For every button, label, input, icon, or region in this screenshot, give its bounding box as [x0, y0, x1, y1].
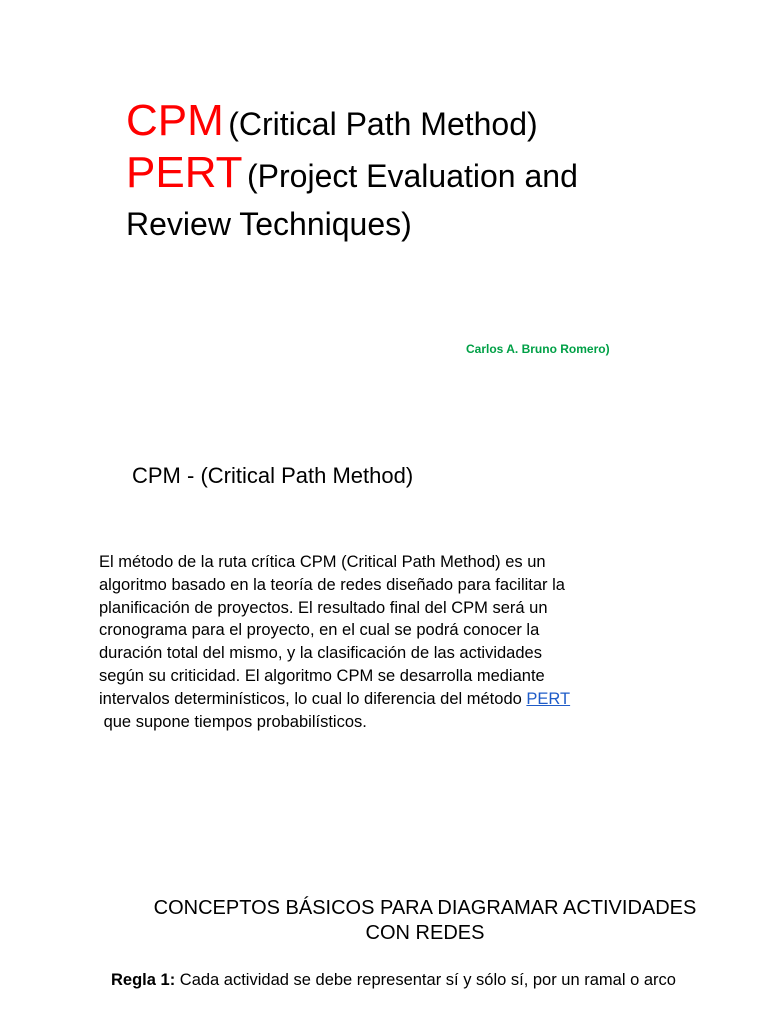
rule-1 — [111, 969, 751, 992]
title-acronym-cpm: CPM — [126, 96, 224, 145]
title-line-pert — [126, 148, 726, 204]
rule-1-label: Regla 1: — [111, 971, 176, 989]
paragraph-line-text: intervalos determinísticos, lo cual lo diferencia del método — [99, 689, 527, 708]
section-heading: CPM - (Critical Path Method) — [132, 463, 414, 488]
paragraph-line-with-link — [99, 688, 659, 711]
rule-1-text: Cada actividad se debe representar sí y sólo sí, por un ramal o arco — [175, 971, 676, 989]
title-line-continuation: Review Techniques) — [126, 206, 412, 242]
paragraph-line: según su criticidad. El algoritmo CPM se desarrolla mediante — [99, 666, 545, 685]
pert-link[interactable]: PERT — [526, 689, 571, 708]
concepts-heading-line2: CON REDES — [365, 922, 485, 944]
concepts-heading — [100, 896, 750, 946]
paragraph-line: cronograma para el proyecto, en el cual se podrá conocer la — [99, 621, 540, 640]
paragraph-line: algoritmo basado en la teoría de redes diseñado para facilitar la — [99, 575, 565, 594]
paragraph-line: El método de la ruta crítica CPM (Critical Path Method) es un — [99, 553, 546, 571]
title-block — [126, 96, 726, 244]
intro-paragraph — [99, 551, 659, 733]
title-line-cpm — [126, 96, 726, 152]
concepts-heading-line1: CONCEPTOS BÁSICOS PARA DIAGRAMAR ACTIVIDADES — [153, 897, 697, 919]
author-credit: Carlos A. Bruno Romero) — [466, 342, 610, 356]
title-cpm-expansion: (Critical Path Method) — [228, 106, 538, 142]
paragraph-line: que supone tiempos probabilísticos. — [99, 712, 367, 731]
title-pert-expansion: (Project Evaluation and — [247, 158, 578, 194]
title-acronym-pert: PERT — [126, 148, 243, 197]
paragraph-line: duración total del mismo, y la clasificación de las actividades — [99, 644, 542, 663]
paragraph-line: planificación de proyectos. El resultado final del CPM será un — [99, 598, 548, 617]
